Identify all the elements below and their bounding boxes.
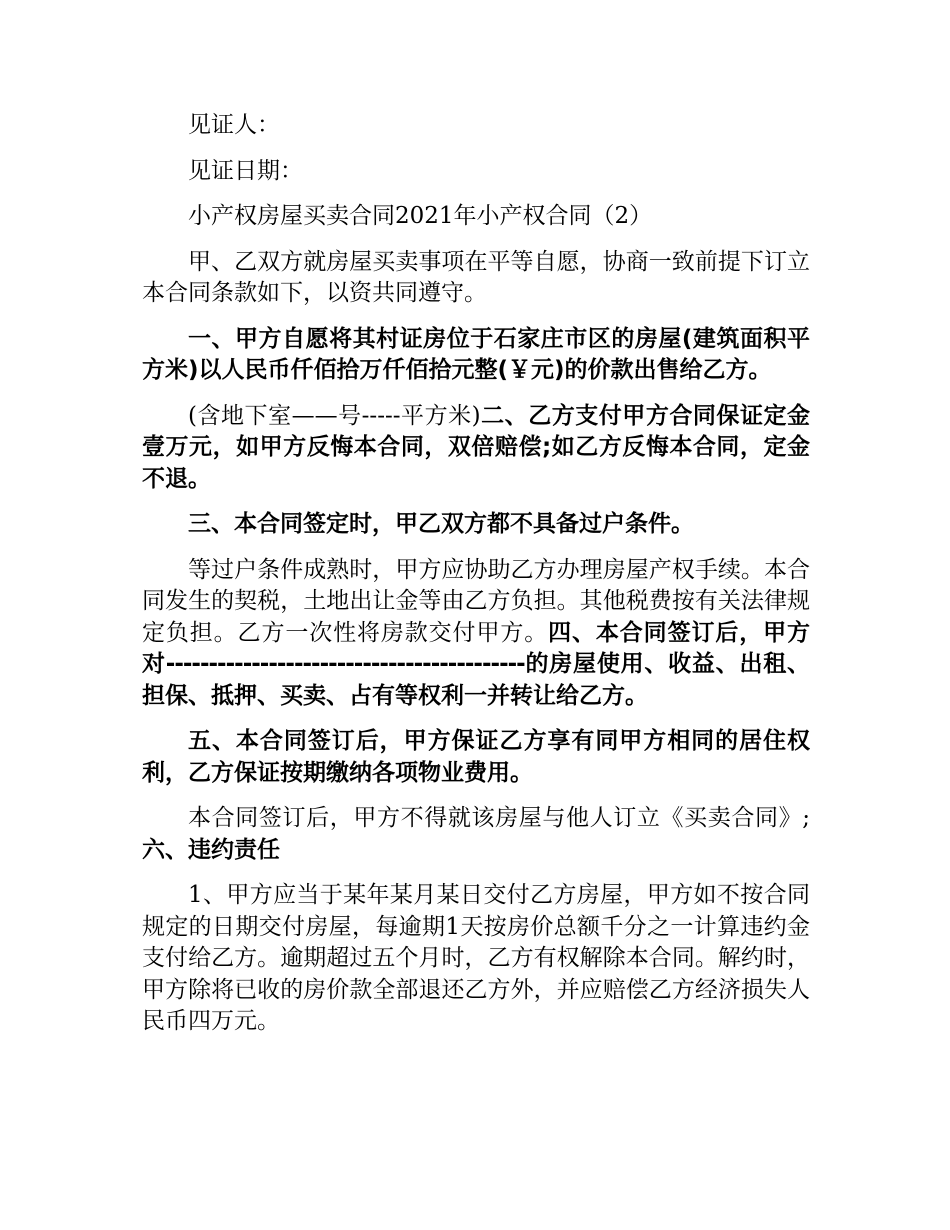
- transfer-text: 等过户条件成熟时，甲方应协助乙方办理房屋产权手续。本合同发生的契税，土地出让金等由乙方负担。其他税费按有关法律规定负担。乙方一次性将房款交付甲方。: [142, 556, 810, 646]
- clause-4-start: 四、本合同签订后，甲方对: [142, 619, 811, 677]
- contract-title: 小产权房屋买卖合同2021年小产权合同（2）: [188, 203, 653, 229]
- item-1: 1、甲方应当于某年某月某日交付乙方房屋，甲方如不按合同规定的日期交付房屋，每逾期1天按房价总额千分之一计算违约金支付给乙方。逾期超过五个月时，乙方有权解除本合同。解约时，甲方除将已收的房价款全部退还乙方外，并应赔偿乙方经济损失人民币四万元。: [142, 882, 810, 1034]
- clause-4-blank: ------------------------------------------: [165, 651, 525, 677]
- clause-5: 五、本合同签订后，甲方保证乙方享有同甲方相同的居住权利，乙方保证按期缴纳各项物业费用。: [142, 728, 810, 786]
- transfer-paragraph: [142, 555, 810, 713]
- witness-date-label: 见证日期：: [188, 157, 303, 184]
- clause-2: 二、乙方支付甲方合同保证定金壹万元，如甲方反悔本合同，双倍赔偿;如乙方反悔本合同，定金不退。: [142, 402, 810, 492]
- clause-1: 一、甲方自愿将其村证房位于石家庄市区的房屋(建筑面积平方米)以人民币仟佰拾万仟佰拾元整(￥元)的价款出售给乙方。: [142, 325, 810, 383]
- intro-paragraph: 甲、乙双方就房屋买卖事项在平等自愿，协商一致前提下订立本合同条款如下，以资共同遵守。: [142, 248, 810, 306]
- document-page: [142, 110, 810, 1052]
- clause-3: 三、本合同签定时，甲乙双方都不具备过户条件。: [188, 511, 694, 537]
- witness-label: 见证人：: [188, 112, 280, 138]
- clause-6-title: 六、违约责任: [142, 836, 280, 863]
- no-other-contract-paragraph: [142, 803, 810, 866]
- clause-4-end: 的房屋使用、收益、出租、担保、抵押、买卖、占有等权利一并转让给乙方。: [142, 651, 811, 709]
- clause-2-paragraph: [142, 401, 810, 496]
- basement-note: (含地下室——号-----平方米): [188, 402, 481, 429]
- no-other-contract-text: 本合同签订后，甲方不得就该房屋与他人订立《买卖合同》;: [188, 805, 810, 831]
